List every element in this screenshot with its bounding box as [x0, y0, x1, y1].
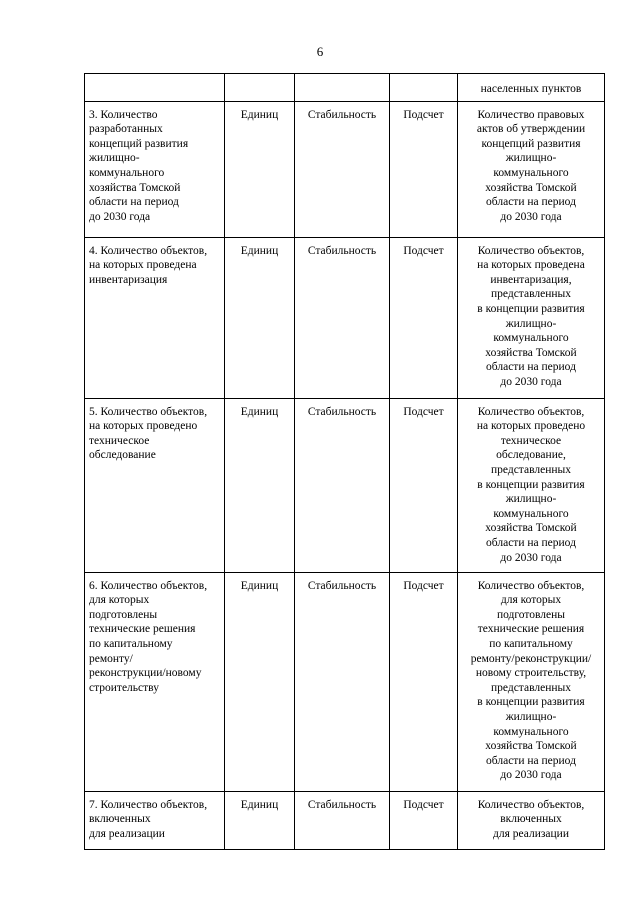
unit-cell [225, 74, 295, 102]
table-row [85, 791, 605, 849]
indicators-table [84, 73, 605, 850]
table-row [85, 74, 605, 102]
method-cell: Подсчет [390, 791, 458, 849]
method-cell: Подсчет [390, 572, 458, 791]
table-row [85, 398, 605, 572]
trend-cell: Стабильность [295, 398, 390, 572]
trend-cell: Стабильность [295, 791, 390, 849]
page-number: 6 [316, 44, 324, 59]
indicator-name-cell: 4. Количество объектов, на которых проведена инвентаризация [85, 237, 225, 398]
indicator-name-cell [85, 74, 225, 102]
trend-cell: Стабильность [295, 572, 390, 791]
source-cell: Количество объектов, для которых подготовлены технические решения по капитальному ремонту/реконструкции/ новому строительству, представленных в концепции развития жилищно- коммунального хозяйства Томской области на период до 2030 года [458, 572, 605, 791]
unit-cell: Единиц [225, 237, 295, 398]
method-cell [390, 74, 458, 102]
indicator-name-cell: 7. Количество объектов, включенных для реализации [85, 791, 225, 849]
indicator-name-cell: 5. Количество объектов, на которых проведено техническое обследование [85, 398, 225, 572]
trend-cell [295, 74, 390, 102]
table-row [85, 572, 605, 791]
unit-cell: Единиц [225, 101, 295, 237]
source-cell: населенных пунктов [458, 74, 605, 102]
trend-cell: Стабильность [295, 237, 390, 398]
unit-cell: Единиц [225, 791, 295, 849]
indicator-name-cell: 6. Количество объектов, для которых подготовлены технические решения по капитальному ремонту/ реконструкции/новому строительству [85, 572, 225, 791]
source-cell: Количество правовых актов об утверждении концепций развития жилищно- коммунального хозяйства Томской области на период до 2030 года [458, 101, 605, 237]
table-row [85, 101, 605, 237]
source-cell: Количество объектов, на которых проведено техническое обследование, представленных в концепции развития жилищно- коммунального хозяйства Томской области на период до 2030 года [458, 398, 605, 572]
trend-cell: Стабильность [295, 101, 390, 237]
unit-cell: Единиц [225, 398, 295, 572]
unit-cell: Единиц [225, 572, 295, 791]
source-cell: Количество объектов, на которых проведена инвентаризация, представленных в концепции развития жилищно- коммунального хозяйства Томской области на период до 2030 года [458, 237, 605, 398]
table-row [85, 237, 605, 398]
method-cell: Подсчет [390, 101, 458, 237]
source-cell: Количество объектов, включенных для реализации [458, 791, 605, 849]
method-cell: Подсчет [390, 237, 458, 398]
indicator-name-cell: 3. Количество разработанных концепций развития жилищно- коммунального хозяйства Томской области на период до 2030 года [85, 101, 225, 237]
method-cell: Подсчет [390, 398, 458, 572]
